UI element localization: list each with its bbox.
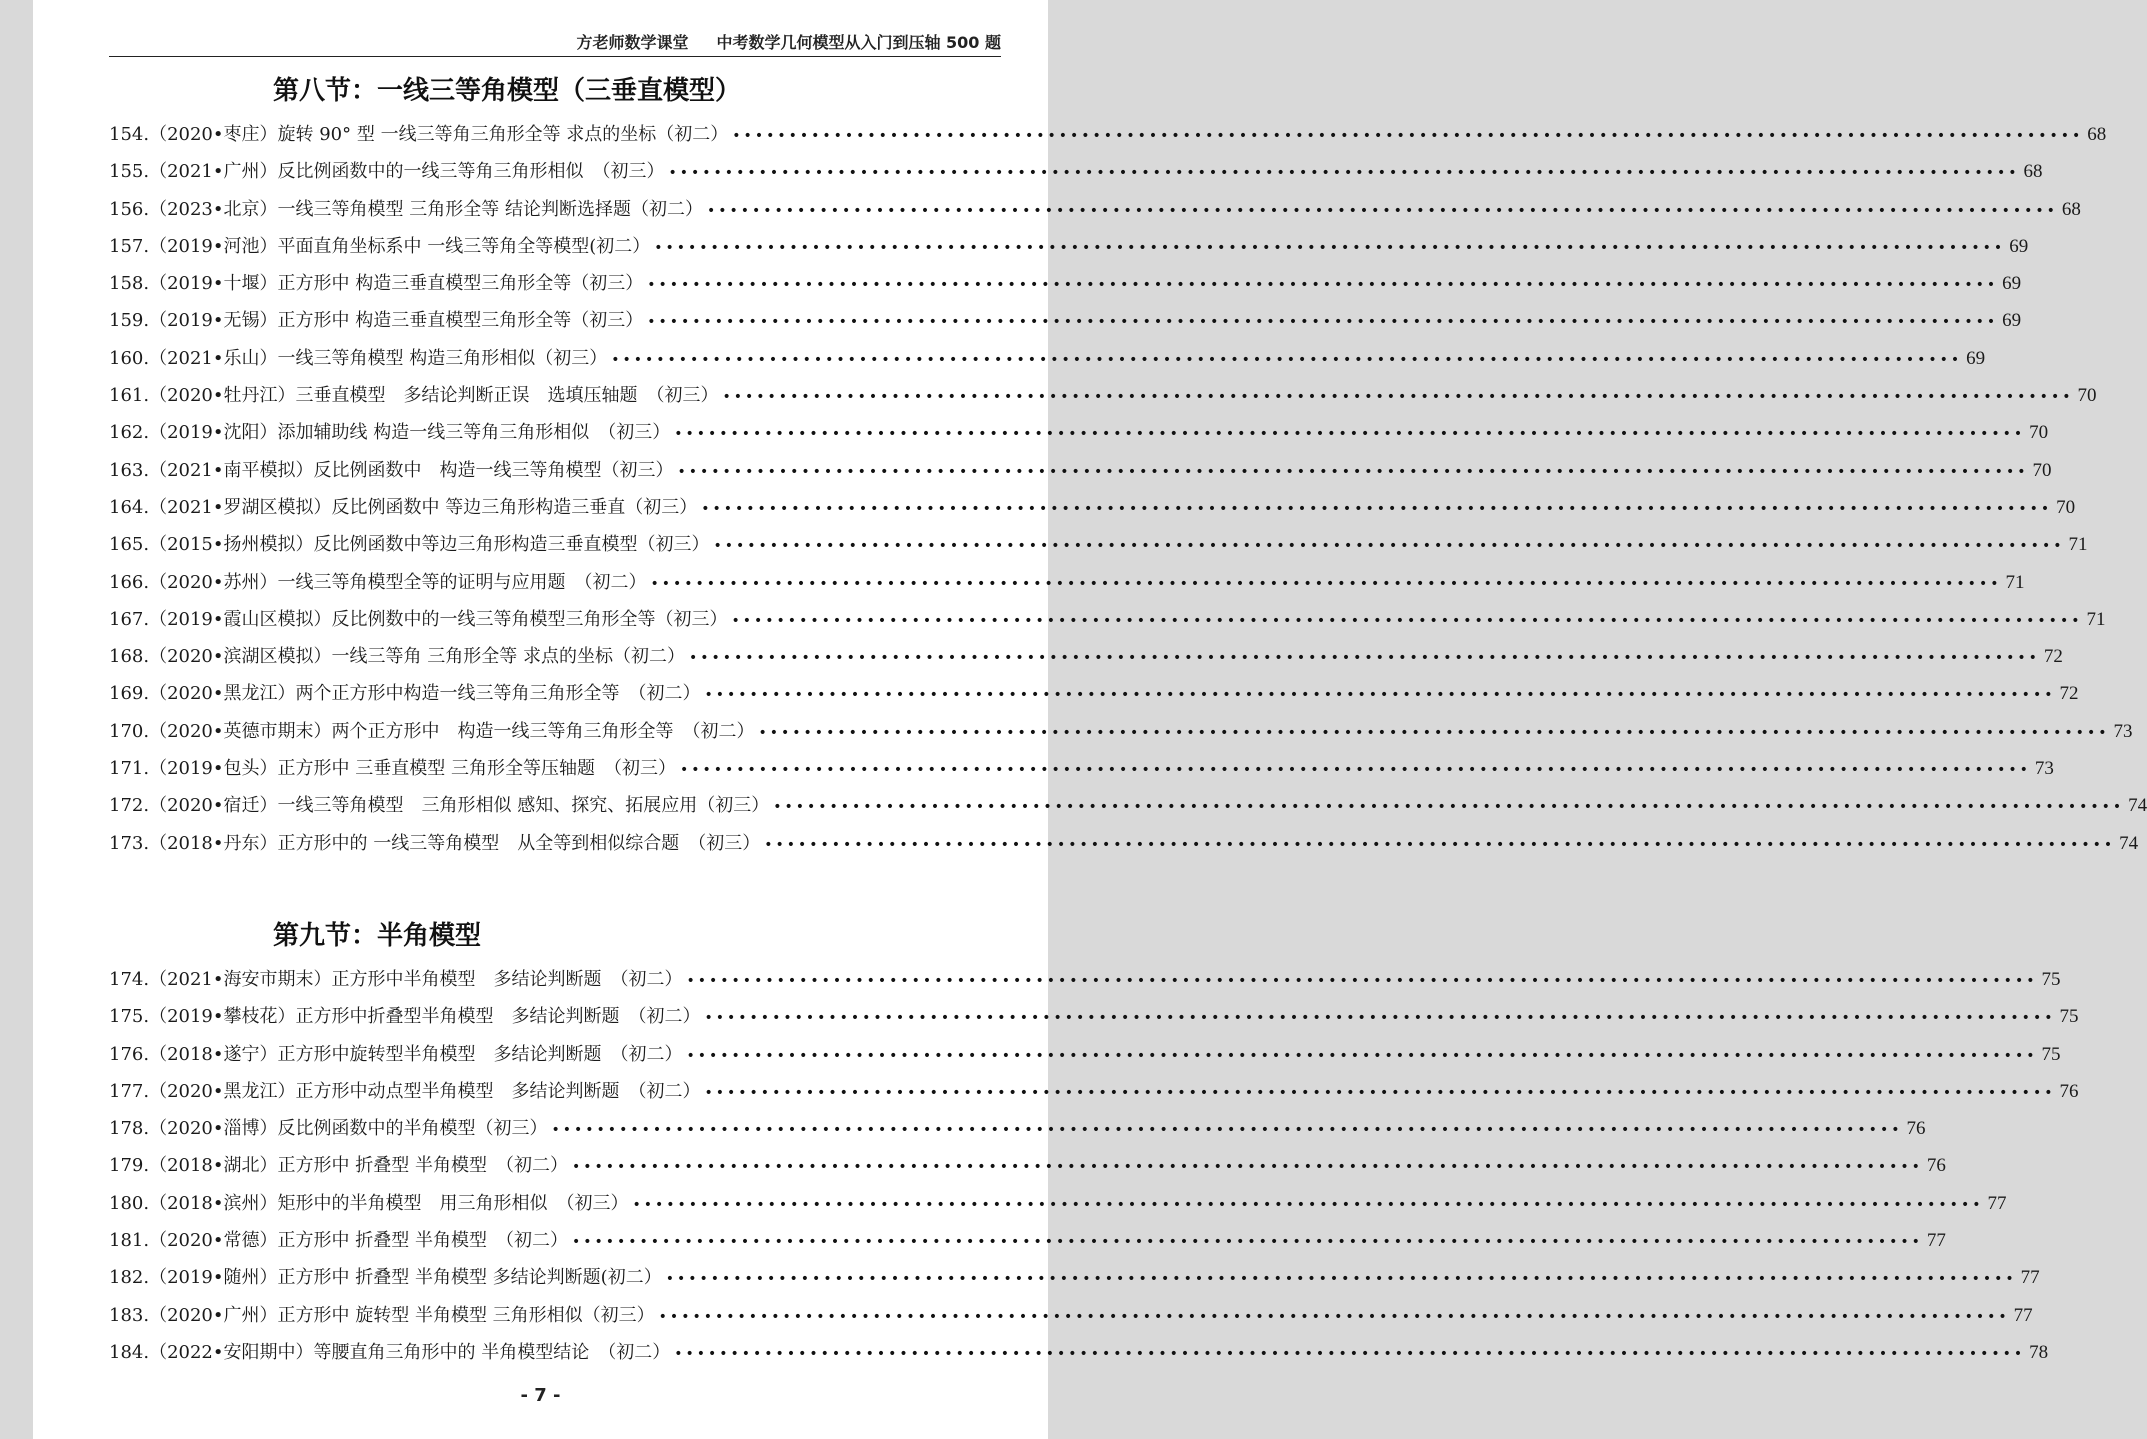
entry-title: （2021•南平模拟）反比例函数中 构造一线三等角模型（初三） xyxy=(149,459,674,481)
toc-entry[interactable] xyxy=(109,116,2107,153)
entry-title: （2021•罗湖区模拟）反比例函数中 等边三角形构造三垂直（初三） xyxy=(149,496,698,518)
toc-section-8 xyxy=(109,116,2147,862)
toc-entry[interactable] xyxy=(109,489,2076,526)
entry-page-number: 77 xyxy=(2020,1267,2040,1289)
entry-page-number: 74 xyxy=(2119,832,2139,854)
toc-entry[interactable] xyxy=(109,1297,2033,1334)
dot-leader: •••••••••••••••••••••••••••••••••••••••••••••••••••••••••••••••••••••••••••••••••••••••••••••••••••••••••••••••••••••••• xyxy=(668,165,2020,182)
dot-leader: •••••••••••••••••••••••••••••••••••••••••••••••••••••••••••••••••••••••••••••••••••••••••••••••••••••••••••••••••••••••• xyxy=(551,1122,1903,1139)
entry-page-number: 69 xyxy=(1966,347,1986,369)
entry-number: 164. xyxy=(109,496,150,518)
entry-number: 171. xyxy=(109,758,150,780)
entry-title: （2020•广州）正方形中 旋转型 半角模型 三角形相似（初三） xyxy=(149,1304,655,1326)
entry-title: （2019•沈阳）添加辅助线 构造一线三等角三角形相似 （初三） xyxy=(149,422,671,444)
entry-title: （2020•常德）正方形中 折叠型 半角模型 （初二） xyxy=(149,1230,568,1252)
entry-title: （2020•淄博）反比例函数中的半角模型（初三） xyxy=(149,1118,548,1140)
entry-title: （2020•枣庄）旋转 90° 型 一线三等角三角形全等 求点的坐标（初二） xyxy=(149,124,729,145)
dot-leader: •••••••••••••••••••••••••••••••••••••••••••••••••••••••••••••••••••••••••••••••••••••••••••••••••••••••••••••••••••••••• xyxy=(732,128,2084,144)
dot-leader: •••••••••••••••••••••••••••••••••••••••••••••••••••••••••••••••••••••••••••••••••••••••••••••••••••••••••••••••••••••••• xyxy=(688,650,2040,667)
toc-entry[interactable] xyxy=(109,825,2139,862)
toc-entry[interactable] xyxy=(109,1222,1946,1259)
dot-leader: •••••••••••••••••••••••••••••••••••••••••••••••••••••••••••••••••••••••••••••••••••••••••••••••••••••••••••••••••••••••• xyxy=(706,202,2058,219)
toc-entry[interactable] xyxy=(109,1073,2079,1110)
entry-number: 167. xyxy=(109,608,150,630)
entry-page-number: 75 xyxy=(2041,1043,2061,1065)
toc-entry[interactable] xyxy=(109,998,2079,1035)
dot-leader: •••••••••••••••••••••••••••••••••••••••••••••••••••••••••••••••••••••••••••••••••••••••••••••••••••••••••••••••••••••••• xyxy=(722,389,2074,406)
entry-title: （2020•黑龙江）两个正方形中构造一线三等角三角形全等 （初二） xyxy=(149,683,701,705)
entry-number: 156. xyxy=(109,198,150,220)
entry-page-number: 75 xyxy=(2059,1006,2079,1028)
entry-title: （2019•无锡）正方形中 构造三垂直模型三角形全等（初三） xyxy=(149,310,644,332)
entry-title: （2019•随州）正方形中 折叠型 半角模型 多结论判断题(初二） xyxy=(149,1267,662,1289)
entry-page-number: 70 xyxy=(2032,459,2052,481)
entry-title: （2019•十堰）正方形中 构造三垂直模型三角形全等（初三） xyxy=(149,273,644,295)
toc-entry[interactable] xyxy=(109,713,2133,750)
entry-title: （2023•北京）一线三等角模型 三角形全等 结论判断选择题（初二） xyxy=(149,198,703,220)
dot-leader: •••••••••••••••••••••••••••••••••••••••••••••••••••••••••••••••••••••••••••••••••••••••••••••••••••••••••••••••••••••••• xyxy=(758,724,2110,741)
entry-number: 184. xyxy=(109,1341,150,1363)
entry-page-number: 71 xyxy=(2086,608,2106,630)
entry-title: （2021•广州）反比例函数中的一线三等角三角形相似 （初三） xyxy=(149,161,665,183)
entry-number: 158. xyxy=(109,273,150,295)
dot-leader: •••••••••••••••••••••••••••••••••••••••••••••••••••••••••••••••••••••••••••••••••••••••••••••••••••••••••••••••••••••••• xyxy=(701,500,2053,517)
entry-page-number: 73 xyxy=(2113,720,2133,742)
dot-leader: •••••••••••••••••••••••••••••••••••••••••••••••••••••••••••••••••••••••••••••••••••••••••••••••••••••••••••••••••••••••• xyxy=(665,1271,2017,1288)
toc-entry[interactable] xyxy=(109,787,2147,824)
entry-title: （2019•包头）正方形中 三垂直模型 三角形全等压轴题 （初三） xyxy=(149,758,676,780)
entry-number: 177. xyxy=(109,1080,150,1102)
entry-page-number: 70 xyxy=(2077,385,2097,407)
entry-number: 176. xyxy=(109,1043,150,1065)
toc-entry[interactable] xyxy=(109,153,2043,190)
entry-page-number: 72 xyxy=(2043,646,2063,668)
toc-section-9 xyxy=(109,961,2079,1371)
entry-page-number: 73 xyxy=(2034,758,2054,780)
entry-title: （2021•海安市期末）正方形中半角模型 多结论判断题 （初二） xyxy=(149,969,683,990)
entry-number: 154. xyxy=(109,124,150,145)
dot-leader: •••••••••••••••••••••••••••••••••••••••••••••••••••••••••••••••••••••••••••••••••••••••••••••••••••••••••••••••••••••••• xyxy=(731,612,2083,629)
dot-leader: •••••••••••••••••••••••••••••••••••••••••••••••••••••••••••••••••••••••••••••••••••••••••••••••••••••••••••••••••••••••• xyxy=(764,836,2116,853)
toc-entry[interactable] xyxy=(109,1334,2049,1371)
toc-entry[interactable] xyxy=(109,452,2052,489)
toc-entry[interactable] xyxy=(109,377,2097,414)
entry-number: 162. xyxy=(109,422,150,444)
entry-page-number: 70 xyxy=(2029,422,2049,444)
entry-number: 166. xyxy=(109,571,150,593)
entry-page-number: 77 xyxy=(1926,1230,1946,1252)
entry-number: 160. xyxy=(109,347,150,369)
entry-number: 178. xyxy=(109,1118,150,1140)
toc-entry[interactable] xyxy=(109,265,2022,302)
toc-entry[interactable] xyxy=(109,1036,2061,1073)
header-right: 中考数学几何模型从入门到压轴 500 题 xyxy=(716,33,1001,52)
toc-entry[interactable] xyxy=(109,638,2063,675)
dot-leader: •••••••••••••••••••••••••••••••••••••••••••••••••••••••••••••••••••••••••••••••••••••••••••••••••••••••••••••••••••••••• xyxy=(686,973,2038,989)
entry-number: 174. xyxy=(109,969,150,990)
entry-number: 168. xyxy=(109,646,150,668)
dot-leader: •••••••••••••••••••••••••••••••••••••••••••••••••••••••••••••••••••••••••••••••••••••••••••••••••••••••••••••••••••••••• xyxy=(704,687,2056,704)
entry-title: （2020•苏州）一线三等角模型全等的证明与应用题 （初二） xyxy=(149,571,647,593)
entry-title: （2020•宿迁）一线三等角模型 三角形相似 感知、探究、拓展应用（初三） xyxy=(149,795,770,817)
dot-leader: •••••••••••••••••••••••••••••••••••••••••••••••••••••••••••••••••••••••••••••••••••••••••••••••••••••••••••••••••••••••• xyxy=(654,239,2006,256)
entry-title: （2015•扬州模拟）反比例函数中等边三角形构造三垂直模型（初三） xyxy=(149,534,710,556)
toc-entry[interactable] xyxy=(109,1185,2007,1222)
entry-page-number: 69 xyxy=(2009,235,2029,257)
entry-title: （2020•英德市期末）两个正方形中 构造一线三等角三角形全等 （初二） xyxy=(149,720,755,742)
page-header xyxy=(109,30,1001,57)
entry-page-number: 77 xyxy=(2013,1304,2033,1326)
entry-page-number: 69 xyxy=(2002,273,2022,295)
dot-leader: •••••••••••••••••••••••••••••••••••••••••••••••••••••••••••••••••••••••••••••••••••••••••••••••••••••••••••••••••••••••• xyxy=(679,762,2031,779)
entry-title: （2021•乐山）一线三等角模型 构造三角形相似（初三） xyxy=(149,347,608,369)
entry-page-number: 76 xyxy=(1906,1118,1926,1140)
entry-page-number: 68 xyxy=(2061,198,2081,220)
entry-page-number: 71 xyxy=(2068,534,2088,556)
toc-entry[interactable] xyxy=(109,340,1986,377)
dot-leader: •••••••••••••••••••••••••••••••••••••••••••••••••••••••••••••••••••••••••••••••••••••••••••••••••••••••••••••••••••••••• xyxy=(571,1234,1923,1251)
entry-number: 175. xyxy=(109,1006,150,1028)
entry-number: 163. xyxy=(109,459,150,481)
entry-title: （2018•滨州）矩形中的半角模型 用三角形相似 （初三） xyxy=(149,1192,629,1214)
entry-number: 182. xyxy=(109,1267,150,1289)
toc-entry[interactable] xyxy=(109,526,2088,563)
entry-page-number: 77 xyxy=(1987,1192,2007,1214)
entry-title: （2019•霞山区模拟）反比例数中的一线三等角模型三角形全等（初三） xyxy=(149,608,728,630)
entry-number: 170. xyxy=(109,720,150,742)
toc-entry[interactable] xyxy=(109,414,2049,451)
entry-title: （2019•攀枝花）正方形中折叠型半角模型 多结论判断题 （初二） xyxy=(149,1006,701,1028)
dot-leader: •••••••••••••••••••••••••••••••••••••••••••••••••••••••••••••••••••••••••••••••••••••••••••••••••••••••••••••••••••••••• xyxy=(704,1010,2056,1027)
entry-title: （2018•湖北）正方形中 折叠型 半角模型 （初二） xyxy=(149,1155,568,1177)
dot-leader: •••••••••••••••••••••••••••••••••••••••••••••••••••••••••••••••••••••••••••••••••••••••••••••••••••••••••••••••••••••••• xyxy=(773,799,2125,816)
entry-number: 161. xyxy=(109,385,150,407)
dot-leader: •••••••••••••••••••••••••••••••••••••••••••••••••••••••••••••••••••••••••••••••••••••••••••••••••••••••••••••••••••••••• xyxy=(686,1047,2038,1064)
entry-number: 157. xyxy=(109,235,150,257)
entry-title: （2020•牡丹江）三垂直模型 多结论判断正误 选填压轴题 （初三） xyxy=(149,385,719,407)
toc-entry[interactable] xyxy=(109,302,2022,339)
entry-title: （2020•黑龙江）正方形中动点型半角模型 多结论判断题 （初二） xyxy=(149,1080,701,1102)
dot-leader: •••••••••••••••••••••••••••••••••••••••••••••••••••••••••••••••••••••••••••••••••••••••••••••••••••••••••••••••••••••••• xyxy=(571,1159,1923,1176)
dot-leader: •••••••••••••••••••••••••••••••••••••••••••••••••••••••••••••••••••••••••••••••••••••••••••••••••••••••••••••••••••••••• xyxy=(611,351,1963,368)
dot-leader: •••••••••••••••••••••••••••••••••••••••••••••••••••••••••••••••••••••••••••••••••••••••••••••••••••••••••••••••••••••••• xyxy=(677,463,2029,480)
dot-leader: •••••••••••••••••••••••••••••••••••••••••••••••••••••••••••••••••••••••••••••••••••••••••••••••••••••••••••••••••••••••• xyxy=(658,1308,2010,1325)
entry-title: （2019•河池）平面直角坐标系中 一线三等角全等模型(初二） xyxy=(149,235,651,257)
toc-entry[interactable] xyxy=(109,1110,1926,1147)
toc-entry[interactable] xyxy=(109,601,2106,638)
entry-number: 181. xyxy=(109,1230,150,1252)
entry-page-number: 76 xyxy=(2059,1080,2079,1102)
toc-entry[interactable] xyxy=(109,228,2029,265)
entry-number: 155. xyxy=(109,161,150,183)
dot-leader: •••••••••••••••••••••••••••••••••••••••••••••••••••••••••••••••••••••••••••••••••••••••••••••••••••••••••••••••••••••••• xyxy=(632,1196,1984,1213)
dot-leader: •••••••••••••••••••••••••••••••••••••••••••••••••••••••••••••••••••••••••••••••••••••••••••••••••••••••••••••••••••••••• xyxy=(647,277,1999,294)
entry-page-number: 76 xyxy=(1926,1155,1946,1177)
document-page xyxy=(33,0,2147,1439)
entry-page-number: 72 xyxy=(2059,683,2079,705)
entry-number: 183. xyxy=(109,1304,150,1326)
entry-page-number: 68 xyxy=(2023,161,2043,183)
entry-page-number: 74 xyxy=(2128,795,2147,817)
entry-page-number: 70 xyxy=(2056,496,2076,518)
dot-leader: •••••••••••••••••••••••••••••••••••••••••••••••••••••••••••••••••••••••••••••••••••••••••••••••••••••••••••••••••••••••• xyxy=(650,575,2002,592)
entry-number: 159. xyxy=(109,310,150,332)
dot-leader: •••••••••••••••••••••••••••••••••••••••••••••••••••••••••••••••••••••••••••••••••••••••••••••••••••••••••••••••••••••••• xyxy=(674,1345,2026,1362)
dot-leader: •••••••••••••••••••••••••••••••••••••••••••••••••••••••••••••••••••••••••••••••••••••••••••••••••••••••••••••••••••••••• xyxy=(647,314,1999,331)
entry-page-number: 75 xyxy=(2041,969,2061,990)
dot-leader: •••••••••••••••••••••••••••••••••••••••••••••••••••••••••••••••••••••••••••••••••••••••••••••••••••••••••••••••••••••••• xyxy=(704,1084,2056,1101)
entry-number: 172. xyxy=(109,795,150,817)
entry-number: 173. xyxy=(109,832,150,854)
entry-title: （2018•丹东）正方形中的 一线三等角模型 从全等到相似综合题 （初三） xyxy=(149,832,761,854)
dot-leader: •••••••••••••••••••••••••••••••••••••••••••••••••••••••••••••••••••••••••••••••••••••••••••••••••••••••••••••••••••••••• xyxy=(674,426,2026,443)
toc-entry[interactable] xyxy=(109,750,2054,787)
entry-number: 169. xyxy=(109,683,150,705)
toc-entry[interactable] xyxy=(109,675,2079,712)
entry-number: 165. xyxy=(109,534,150,556)
entry-page-number: 71 xyxy=(2005,571,2025,593)
toc-entry[interactable] xyxy=(109,191,2081,228)
dot-leader: •••••••••••••••••••••••••••••••••••••••••••••••••••••••••••••••••••••••••••••••••••••••••••••••••••••••••••••••••••••••• xyxy=(713,538,2065,555)
header-left: 方老师数学课堂 xyxy=(576,33,689,52)
entry-title: （2018•遂宁）正方形中旋转型半角模型 多结论判断题 （初二） xyxy=(149,1043,683,1065)
section-title-8: 第八节：一线三等角模型（三垂直模型） xyxy=(273,76,742,106)
entry-title: （2020•滨湖区模拟）一线三等角 三角形全等 求点的坐标（初二） xyxy=(149,646,685,668)
toc-entry[interactable] xyxy=(109,1147,1946,1184)
entry-number: 180. xyxy=(109,1192,150,1214)
entry-number: 179. xyxy=(109,1155,150,1177)
entry-page-number: 78 xyxy=(2029,1341,2049,1363)
page-number-footer: - 7 - xyxy=(520,1385,561,1406)
toc-entry[interactable] xyxy=(109,564,2025,601)
entry-page-number: 68 xyxy=(2087,124,2107,145)
entry-page-number: 69 xyxy=(2002,310,2022,332)
toc-entry[interactable] xyxy=(109,961,2061,998)
section-title-9: 第九节：半角模型 xyxy=(273,921,482,951)
entry-title: （2022•安阳期中）等腰直角三角形中的 半角模型结论 （初二） xyxy=(149,1341,671,1363)
toc-entry[interactable] xyxy=(109,1259,2040,1296)
